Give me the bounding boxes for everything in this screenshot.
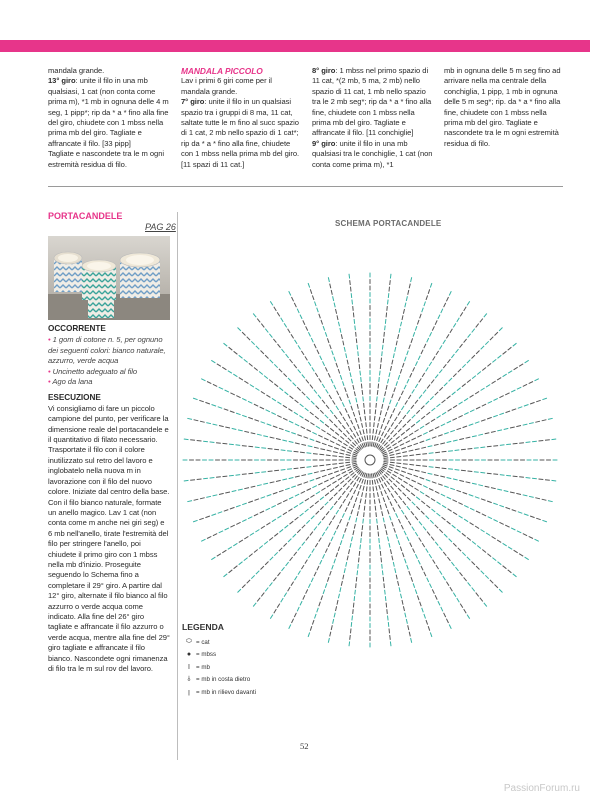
stitch-spoke [349, 274, 369, 447]
stitch-spoke [193, 465, 357, 522]
round-label: 9° giro [312, 138, 336, 148]
stitch-spoke [184, 462, 357, 482]
round-label: 8° giro [312, 66, 336, 75]
text-column-1 [48, 66, 171, 170]
stitch-spoke [383, 463, 552, 502]
page-number: 52 [300, 741, 309, 751]
section-heading: MANDALA PICCOLO [181, 66, 263, 76]
stitch-spoke [379, 314, 487, 450]
stitch-spoke [380, 328, 503, 451]
text: Ago da lana [52, 377, 93, 387]
stitch-spoke [289, 291, 364, 448]
stitch-spoke [375, 283, 432, 447]
schema-title: SCHEMA PORTACANDELE [335, 219, 442, 228]
legend-label: = mb in costa dietro [196, 676, 251, 684]
paragraph [181, 76, 301, 97]
paragraph [48, 76, 171, 149]
stitch-spoke [384, 439, 557, 459]
legend-item [182, 661, 322, 674]
stitch-spoke [372, 474, 392, 647]
stitch-spoke [224, 343, 360, 451]
legend-item [182, 674, 322, 687]
legend-item [182, 636, 322, 649]
legend-label: = mbss [196, 651, 217, 659]
mb-symbol-icon: I [188, 663, 190, 671]
stitch-spoke [375, 473, 432, 637]
stitch-spoke [187, 463, 356, 502]
legend-label: = mb in rilievo davanti [196, 688, 257, 696]
esecuzione-heading: ESECUZIONE [48, 393, 101, 403]
stitch-spoke [308, 473, 365, 637]
stitch-spoke [381, 343, 517, 451]
stitch-spoke [383, 398, 547, 455]
paragraph [181, 97, 301, 170]
stitch-spoke [187, 418, 356, 457]
paragraph [312, 139, 434, 170]
stitch-spoke [253, 314, 361, 450]
text-column-3 [312, 66, 434, 170]
cat-symbol-icon: ⬭ [186, 638, 192, 646]
stitch-spoke [201, 466, 358, 541]
stitch-spoke [328, 277, 367, 446]
text: : unite il filo in un qualsiasi spazio tra i gruppi di 8 ma, 11 cat, saltate tutte le m fino al succ spazio di 1 cat, 2 mb nello spazio di 1 cat*; rip da * a * fino alla fine, chiudete con 1 mbss nella prima mb del giro. [11 spazi di 11 cat.] [181, 97, 300, 169]
paragraph [312, 66, 434, 139]
stitch-spoke [328, 473, 367, 642]
mb-costa-dietro-symbol-icon: ⫰ [187, 675, 191, 683]
stitch-spoke [380, 470, 503, 593]
stitch-spoke [193, 398, 357, 455]
paragraph [48, 66, 171, 76]
paragraph [48, 149, 171, 170]
magic-ring [365, 455, 375, 465]
stitch-spoke [373, 473, 412, 642]
stitch-spoke [253, 471, 361, 607]
paragraph [444, 66, 562, 149]
stitch-spoke [238, 470, 361, 593]
stitch-spoke [289, 472, 364, 629]
legend-label: = mb [196, 663, 210, 671]
text: 1 gom di cotone n. 5, per ognuno dei seguenti colori: bianco naturale, azzurro, verde acqua [48, 335, 166, 366]
page-reference: PAG 26 [145, 222, 176, 232]
legend [182, 622, 322, 699]
stitch-spoke [238, 328, 361, 451]
stitch-spoke [383, 418, 552, 457]
mb-rilievo-davanti-symbol-icon: ꞁ [188, 689, 190, 697]
instructions-column [48, 324, 170, 674]
watermark: PassionForum.ru [503, 783, 580, 794]
stitch-spoke [382, 466, 539, 541]
occorrente-heading: OCCORRENTE [48, 324, 106, 333]
stitch-spoke [383, 465, 547, 522]
text: Lav i primi 6 giri come per il mandala grande. [181, 76, 272, 96]
stitch-spoke [308, 283, 365, 447]
text-column-4 [444, 66, 562, 149]
stitch-spoke [184, 439, 357, 459]
section-title: PORTACANDELE [48, 211, 123, 221]
stitch-spoke [376, 472, 451, 629]
material-item: • Ago da lana [48, 377, 93, 387]
stitch-spoke [376, 291, 451, 448]
candle-holder-photo [48, 236, 170, 320]
material-item: • Uncinetto adeguato al filo [48, 366, 138, 376]
text-column-2 [181, 66, 301, 170]
mbss-symbol-icon: ● [186, 651, 192, 659]
stitch-spoke [224, 469, 360, 577]
legend-item [182, 686, 322, 699]
esecuzione-text: Vi consigliamo di fare un piccolo campione del punto, per verificare la dimensione reale del portacandele e il quantitativo di filato necessario. Trasportate il filo con il colore inutilizzato sul retro del lavoro e inglobatelo nella nuova m in lavorazione con il filo del nuovo colore. Iniziate dal centro della base. Con il filo bianco naturale, formate un anello magico. Lav 1 cat (non conta come m anche nei giri seg) e 6 mb nell'anello, tirate l'estremità del filo per stringere l'anello, poi chiudete il primo giro con 1 mbss nella mb d'inizio. Proseguite seguendo lo Schema fino a completare il 29° giro. A partire dal 12° giro, alternate il filo bianco al filo azzurro o verde acqua come indicato. Alla fine del 26° giro tagliate e affrancate il filo azzurro o verde acqua, mentre alla fine del 29° giro tagliate e affrancate il filo bianco. Nascondete ogni rimanenza di filo tra le m sul rov del lavoro. [48, 403, 170, 673]
round-label: 7° giro [181, 97, 205, 107]
header-pink-bar [0, 40, 590, 52]
stitch-spoke [379, 471, 487, 607]
stitch-spoke [349, 474, 369, 647]
text: mb in ognuna delle 5 m seg fino ad arrivare nella ma centrale della conchiglia, 1 pipp, 1 mb in ognuna delle 5 m seg*; rip. da * a * fino alla fine, chiudete con 1 mbss nella prima mb del giro. Tagliate e nascondete tra le m ogni estremità residua di filo. [444, 66, 561, 148]
stitch-spoke [381, 469, 517, 577]
stitch-spoke [382, 379, 539, 454]
stitch-spoke [373, 277, 412, 446]
stitch-spoke [372, 274, 392, 447]
text: : unite il filo in una mb qualsiasi, 1 cat (non conta come prima m), *1 mb in ognuna delle 4 m seg, 1 pipp*; rip da * a * fino alla fine del giro, chiudete con 1 mbss nella prima mb del giro. Tagliate e affrancate il filo. [33 pipp] [48, 76, 169, 148]
text: mandala grande. [48, 66, 105, 75]
legend-label: = cat [196, 638, 210, 646]
text: : 1 mbss nel primo spazio di 11 cat, *(2 mb, 5 ma, 2 mb) nello spazio di 11 cat, 1 mb nello spazio tra le 2 mb seg*; rip da * a * fino alla fine, chiudete con 1 mbss nella prima mb del giro. Tagliate e affrancate il filo. [11 conchiglie] [312, 66, 432, 138]
stitch-spoke [384, 462, 557, 482]
text: Uncinetto adeguato al filo [52, 366, 138, 376]
legend-item [182, 649, 322, 662]
text: : unite il filo in una mb qualsiasi tra le conchiglie, 1 cat (non conta come prima m), *1 [312, 138, 433, 169]
round-label: 13° giro [48, 76, 76, 86]
legend-title: LEGENDA [182, 622, 225, 632]
material-item: • 1 gom di cotone n. 5, per ognuno dei seguenti colori: bianco naturale, azzurro, verde acqua [48, 335, 166, 366]
divider [48, 186, 563, 187]
stitch-spoke [201, 379, 358, 454]
text: Tagliate e nascondete tra le m ogni estremità residua di filo. [48, 149, 165, 169]
